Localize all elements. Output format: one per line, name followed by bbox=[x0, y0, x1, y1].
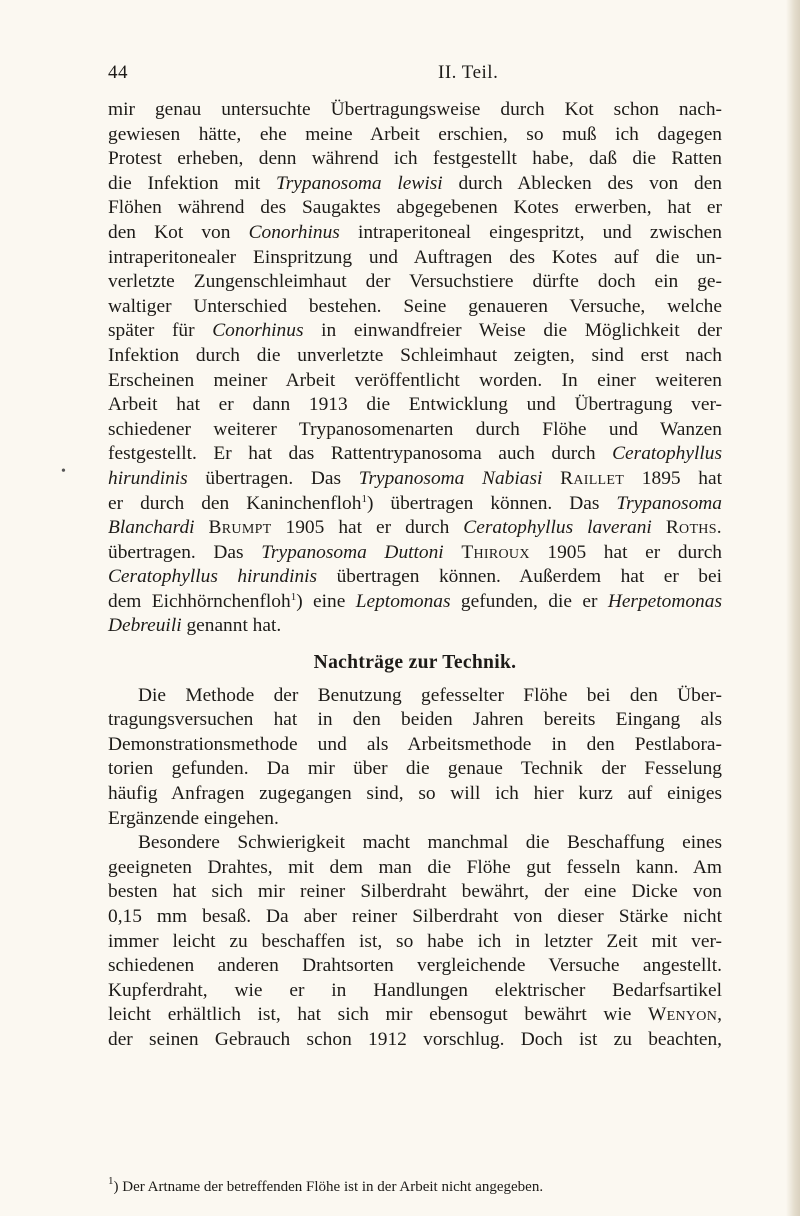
footnote-ref: 1 bbox=[290, 590, 297, 603]
text-run: den Kot von bbox=[108, 221, 249, 243]
text-run: ) übertragen können. Das bbox=[366, 492, 617, 514]
text-run: in einwandfreier Weise die Möglichkeit der bbox=[303, 320, 723, 342]
text-line bbox=[108, 856, 722, 881]
author-name: Wenyon bbox=[648, 1004, 718, 1026]
page-number: 44 bbox=[108, 62, 128, 83]
species-name: hirundinis bbox=[108, 467, 188, 489]
text-line bbox=[108, 614, 722, 639]
species-name: Herpetomonas bbox=[607, 590, 722, 612]
text-line bbox=[108, 98, 722, 123]
text-run bbox=[542, 468, 560, 489]
margin-mark: • bbox=[61, 464, 66, 479]
text-line bbox=[108, 442, 722, 467]
text-run: häufig Anfragen zugegangen sind, so will ich hier kurz auf einiges bbox=[108, 783, 722, 805]
paragraph-1 bbox=[108, 98, 722, 639]
text-run: waltiger Unterschied bestehen. Seine genaueren Versuche, welche bbox=[108, 295, 722, 317]
text-run: , bbox=[717, 1004, 722, 1026]
text-line bbox=[108, 147, 722, 172]
text-run: Protest erheben, denn während ich festgestellt habe, daß die Ratten bbox=[108, 148, 722, 170]
author-name: Brumpt bbox=[208, 517, 272, 539]
species-name: Ceratophyllus laverani bbox=[463, 517, 652, 539]
text-run: übertragen. Das bbox=[187, 467, 359, 489]
text-run: übertragen können. Außerdem hat er bei bbox=[317, 566, 722, 588]
species-name: Conorhinus bbox=[248, 221, 340, 243]
text-run: mir genau untersuchte Übertragungsweise durch Kot schon nach- bbox=[108, 99, 722, 120]
text-run: torien gefunden. Da mir über die genaue Technik der Fesselung bbox=[108, 758, 722, 780]
text-line bbox=[108, 733, 722, 758]
text-run: 0,15 mm besaß. Da aber reiner Silberdraht von dieser Stärke nicht bbox=[108, 906, 722, 927]
text-line bbox=[108, 807, 722, 832]
text-line bbox=[108, 246, 722, 271]
text-line bbox=[108, 123, 722, 148]
text-line bbox=[108, 541, 722, 566]
text-line bbox=[108, 1003, 722, 1028]
text-line bbox=[108, 319, 722, 344]
text-run: er durch den Kaninchenfloh bbox=[108, 492, 362, 514]
species-name: Conorhinus bbox=[212, 320, 304, 342]
text-run: verletzte Zungenschleimhaut der Versuchstiere dürfte doch ein ge- bbox=[108, 271, 722, 293]
paragraph-3 bbox=[108, 831, 722, 1052]
text-run: später für bbox=[108, 320, 213, 342]
text-line bbox=[108, 295, 722, 320]
section-heading: Nachträge zur Technik. bbox=[313, 652, 517, 674]
footnote-ref: 1 bbox=[361, 492, 367, 505]
text-run: 1905 hat er durch bbox=[529, 541, 722, 563]
text-run bbox=[652, 517, 666, 538]
text-line bbox=[108, 467, 722, 492]
species-name: Trypanosoma lewisi bbox=[276, 172, 443, 194]
body-text bbox=[108, 98, 722, 1053]
text-run: leicht erhältlich ist, hat sich mir ebensogut bewährt wie bbox=[108, 1004, 649, 1026]
species-name: Trypanosoma bbox=[616, 492, 722, 514]
species-name: Debreuili bbox=[108, 615, 182, 637]
text-line bbox=[108, 782, 722, 807]
text-line bbox=[108, 880, 722, 905]
text-run: schiedenen anderen Drahtsorten vergleichende Versuche angestellt. bbox=[108, 955, 722, 977]
text-run: dem Eichhörnchenfloh bbox=[108, 590, 291, 612]
text-line bbox=[108, 369, 722, 394]
text-run: die Infektion mit bbox=[108, 172, 277, 194]
text-run: intraperitonealer Einspritzung und Auftragen des Kotes auf die un- bbox=[108, 246, 722, 268]
text-run: tragungsversuchen hat in den beiden Jahren bereits Eingang als bbox=[108, 709, 722, 731]
text-line bbox=[108, 590, 722, 615]
paragraph-2 bbox=[108, 684, 722, 832]
text-line bbox=[108, 565, 722, 590]
text-line bbox=[108, 418, 722, 443]
text-run: Arbeit hat er dann 1913 die Entwicklung und Übertragung ver- bbox=[108, 394, 722, 416]
text-run: gefunden, die er bbox=[450, 590, 608, 612]
text-line bbox=[108, 393, 722, 418]
text-line bbox=[108, 172, 722, 197]
text-run: besten hat sich mir reiner Silberdraht bewährt, der eine Dicke von bbox=[108, 881, 722, 903]
text-run bbox=[195, 517, 209, 538]
page-edge bbox=[786, 0, 800, 1216]
species-name: Blanchardi bbox=[108, 517, 195, 539]
text-run: Kupferdraht, wie er in Handlungen elektrischer Bedarfsartikel bbox=[108, 979, 722, 1001]
text-run: festgestellt. Er hat das Rattentrypanosoma auch durch bbox=[108, 443, 613, 465]
text-run: übertragen. Das bbox=[108, 541, 262, 563]
text-run: Die Methode der Benutzung gefesselter Flöhe bei den Über- bbox=[138, 684, 722, 706]
footnote bbox=[108, 1175, 722, 1196]
text-run: genannt hat. bbox=[181, 615, 282, 637]
text-run: Demonstrationsmethode und als Arbeitsmethode in den Pestlabora- bbox=[108, 733, 722, 755]
text-run: immer leicht zu beschaffen ist, so habe ich in letzter Zeit mit ver- bbox=[108, 930, 722, 952]
text-run: geeigneten Drahtes, mit dem man die Flöhe gut fesseln kann. Am bbox=[108, 856, 722, 878]
text-line bbox=[108, 492, 722, 517]
text-run: gewiesen hätte, ehe meine Arbeit erschien, so muß ich dagegen bbox=[108, 123, 722, 145]
text-line bbox=[108, 831, 722, 856]
text-line bbox=[108, 708, 722, 733]
text-run: 1905 hat er durch bbox=[271, 517, 464, 539]
species-name: Ceratophyllus hirundinis bbox=[108, 566, 318, 588]
text-run: ) eine bbox=[296, 590, 356, 612]
text-line bbox=[108, 979, 722, 1004]
text-line bbox=[108, 757, 722, 782]
species-name: Trypanosoma Nabiasi bbox=[358, 467, 543, 489]
text-run bbox=[444, 542, 462, 563]
text-run: Besondere Schwierigkeit macht manchmal die Beschaffung eines bbox=[138, 832, 722, 854]
text-run: intraperitoneal eingespritzt, und zwischen bbox=[339, 221, 722, 243]
author-name: Raillet bbox=[560, 467, 625, 489]
text-run: Infektion durch die unverletzte Schleimhaut zeigten, sind erst nach bbox=[108, 344, 722, 366]
text-line bbox=[108, 1028, 722, 1053]
text-run: Erscheinen meiner Arbeit veröffentlicht worden. In einer weiteren bbox=[108, 369, 722, 391]
author-name: Roths. bbox=[665, 517, 722, 539]
text-line bbox=[108, 930, 722, 955]
text-run: 1895 hat bbox=[624, 467, 722, 489]
species-name: Ceratophyllus bbox=[612, 443, 722, 465]
footnote-text: ) Der Artname der betreffenden Flöhe ist in der Arbeit nicht angegeben. bbox=[113, 1179, 544, 1195]
text-line bbox=[108, 954, 722, 979]
text-run: Flöhen während des Saugaktes abgegebenen Kotes erwerben, hat er bbox=[108, 197, 722, 219]
text-run: durch Ablecken des von den bbox=[442, 172, 722, 194]
text-line bbox=[108, 684, 722, 709]
text-run: der seinen Gebrauch schon 1912 vorschlug. Doch ist zu beachten, bbox=[108, 1028, 722, 1050]
part-title: II. Teil. bbox=[438, 62, 499, 83]
text-line bbox=[108, 221, 722, 246]
text-run: schiedener weiterer Trypanosomenarten durch Flöhe und Wanzen bbox=[108, 418, 722, 440]
footnote-mark: 1 bbox=[108, 1175, 114, 1187]
text-line bbox=[108, 516, 722, 541]
text-run: Ergänzende eingehen. bbox=[108, 807, 279, 829]
species-name: Trypanosoma Duttoni bbox=[261, 541, 444, 563]
text-line bbox=[108, 344, 722, 369]
author-name: Thiroux bbox=[461, 541, 530, 563]
species-name: Leptomonas bbox=[355, 590, 451, 612]
text-line bbox=[108, 905, 722, 930]
text-line bbox=[108, 270, 722, 295]
text-line bbox=[108, 196, 722, 221]
